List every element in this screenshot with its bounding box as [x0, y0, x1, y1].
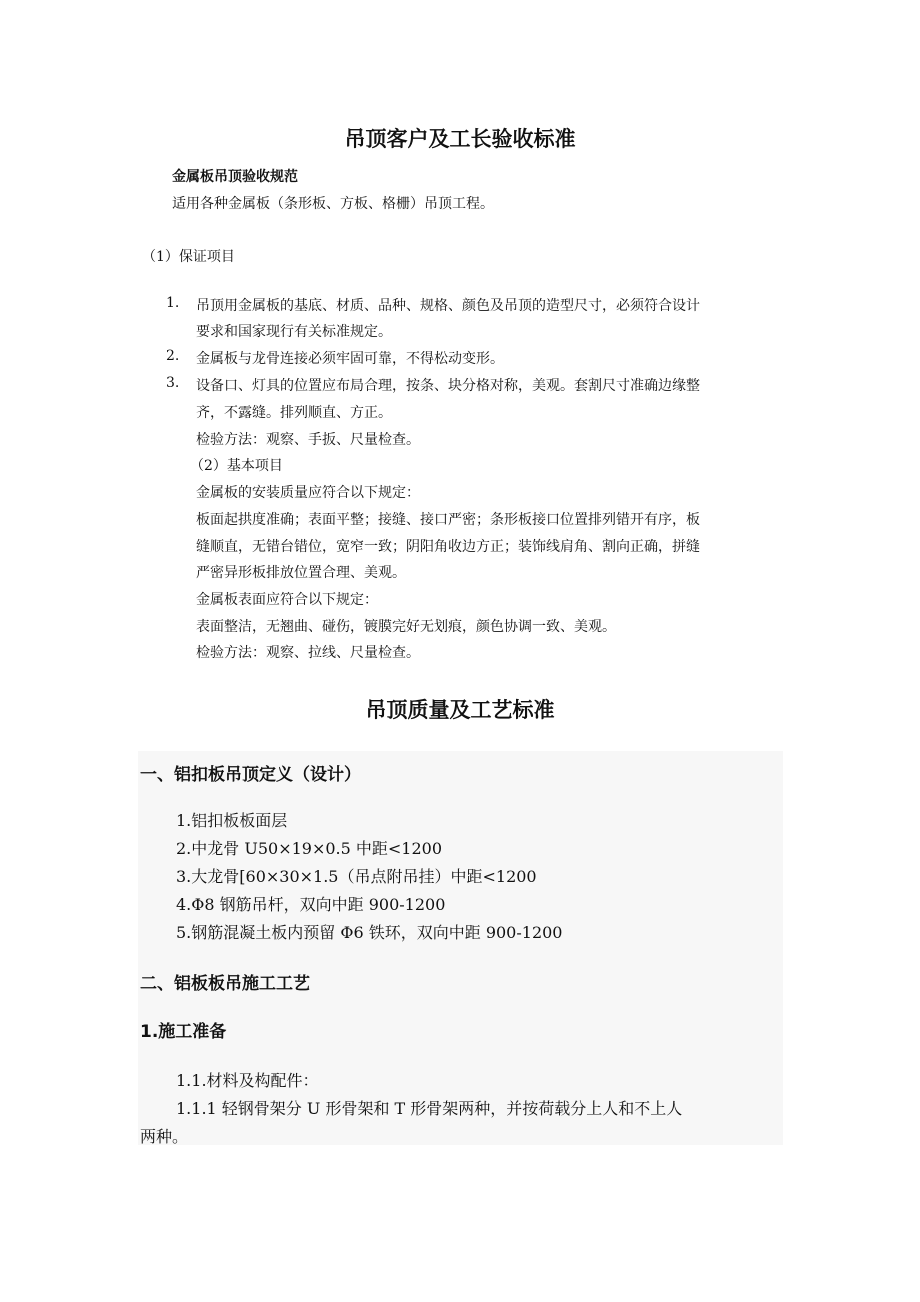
process-heading: 二、铝板板吊施工工艺 — [140, 974, 310, 994]
item-1-line-1: 吊顶用金属板的基底、材质、品种、规格、颜色及吊顶的造型尺寸，必须符合设计 — [196, 298, 700, 314]
inspect-method-1: 检验方法：观察、手扳、尺量检查。 — [196, 432, 420, 448]
item-3-line-2: 齐，不露缝。排列顺直、方正。 — [196, 405, 392, 421]
scope-text: 适用各种金属板（条形板、方板、格栅）吊顶工程。 — [172, 196, 494, 212]
definition-item-5: 5.钢筋混凝土板内预留 Φ6 铁环，双向中距 900-1200 — [176, 923, 563, 942]
item-1-line-2: 要求和国家现行有关标准规定。 — [196, 324, 392, 340]
definition-item-4: 4.Φ8 钢筋吊杆，双向中距 900-1200 — [176, 895, 446, 914]
install-line-1: 板面起拱度准确；表面平整；接缝、接口严密；条形板接口位置排列错开有序，板 — [196, 512, 700, 528]
definition-heading: 一、铝扣板吊顶定义（设计） — [140, 765, 361, 785]
keel-line-2: 两种。 — [140, 1127, 189, 1146]
definition-item-3: 3.大龙骨[60×30×1.5（吊点附吊挂）中距<1200 — [176, 867, 537, 886]
definition-item-1: 1.铝扣板板面层 — [176, 811, 288, 830]
item-1-number: 1. — [166, 295, 180, 311]
install-line-3: 严密异形板排放位置合理、美观。 — [196, 565, 406, 581]
surface-line: 表面整洁，无翘曲、碰伤，镀膜完好无划痕，颜色协调一致、美观。 — [196, 619, 616, 635]
surface-quality-label: 金属板表面应符合以下规定： — [196, 592, 378, 608]
install-quality-label: 金属板的安装质量应符合以下规定： — [196, 485, 420, 501]
materials-label: 1.1.材料及构配件： — [176, 1071, 319, 1090]
prep-heading: 1.施工准备 — [140, 1022, 227, 1042]
install-line-2: 缝顺直，无错台错位，宽窄一致；阴阳角收边方正；装饰线肩角、割向正确，拼缝 — [196, 539, 700, 555]
definition-item-2: 2.中龙骨 U50×19×0.5 中距<1200 — [176, 839, 443, 858]
keel-line-1: 1.1.1 轻钢骨架分 U 形骨架和 T 形骨架两种，并按荷载分上人和不上人 — [176, 1099, 683, 1118]
inspect-method-2: 检验方法：观察、拉线、尺量检查。 — [196, 645, 420, 661]
page-title: 吊顶客户及工长验收标准 — [344, 127, 576, 151]
item-3-number: 3. — [166, 375, 180, 391]
subtitle: 金属板吊顶验收规范 — [172, 169, 298, 185]
basic-heading: （2）基本项目 — [190, 458, 283, 474]
guarantee-heading: （1）保证项目 — [142, 249, 235, 265]
item-3-line-1: 设备口、灯具的位置应布局合理，按条、块分格对称，美观。套割尺寸准确边缘整 — [196, 378, 700, 394]
item-2-line-1: 金属板与龙骨连接必须牢固可靠，不得松动变形。 — [196, 351, 504, 367]
item-2-number: 2. — [166, 348, 180, 364]
section-2-title: 吊顶质量及工艺标准 — [365, 698, 555, 722]
